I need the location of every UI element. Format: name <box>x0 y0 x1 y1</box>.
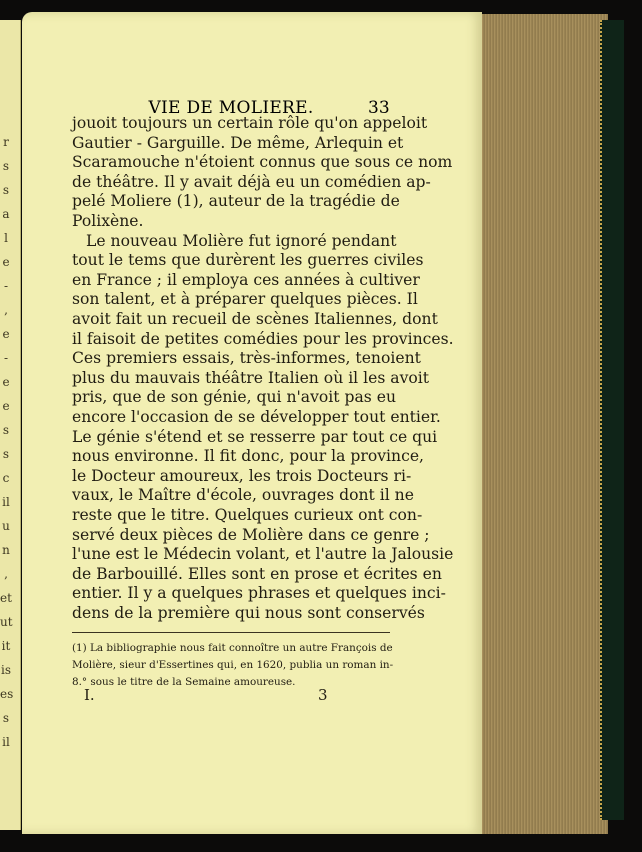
running-title: VIE DE MOLIERE. <box>148 98 314 118</box>
text-line: Scaramouche n'étoient connus que sous ce nom <box>72 153 453 172</box>
margin-fragment: s <box>2 159 10 173</box>
signature-mark: I. <box>84 686 95 704</box>
book-page <box>22 12 482 834</box>
text-line: encore l'occasion de se développer tout entier. <box>72 408 441 426</box>
margin-fragment: et <box>0 591 12 605</box>
text-line: Ces premiers essais, très-informes, tenoient <box>72 349 421 368</box>
text-line: l'une est le Médecin volant, et l'autre la Jalousie <box>72 545 454 564</box>
margin-fragment: e <box>2 327 10 341</box>
text-line: vaux, le Maître d'école, ouvrages dont il ne <box>72 486 414 505</box>
margin-fragment: es <box>0 687 14 701</box>
text-line: pris, que de son génie, qui n'avoit pas eu <box>72 388 397 407</box>
margin-fragment: a <box>2 207 10 221</box>
text-line: dens de la première qui nous sont conservés <box>72 604 425 622</box>
margin-fragment: , <box>4 303 8 317</box>
text-line: il faisoit de petites comédies pour les provinces. <box>72 329 454 348</box>
footnote-line: Molière, sieur d'Essertines qui, en 1620, publia un roman in- <box>72 659 394 671</box>
text-line: entier. Il y a quelques phrases et quelques inci- <box>72 584 446 603</box>
margin-fragment: e <box>2 399 10 413</box>
facing-page-edge <box>0 20 21 830</box>
footnote-line: (1) La bibliographie nous fait connoître un autre François de <box>72 642 393 654</box>
margin-fragment: - <box>3 279 9 293</box>
margin-fragment: e <box>2 255 10 269</box>
text-line: en France ; il employa ces années à cultiver <box>72 270 420 289</box>
text-line: pelé Moliere (1), auteur de la tragédie de <box>72 192 400 211</box>
text-line: Gautier - Garguille. De même, Arlequin et <box>72 133 404 152</box>
text-line: plus du mauvais théâtre Italien où il les avoit <box>72 368 430 387</box>
text-line: Le nouveau Molière fut ignoré pendant <box>86 231 397 250</box>
margin-fragment: s <box>2 711 10 725</box>
facing-page-fragments <box>0 130 12 754</box>
text-line: servé deux pièces de Molière dans ce genre ; <box>72 525 430 544</box>
book-cover-edge <box>600 20 624 820</box>
text-line: reste que le titre. Quelques curieux ont con- <box>72 506 423 524</box>
margin-fragment: e <box>2 375 10 389</box>
page-fore-edge <box>482 14 608 834</box>
margin-fragment: is <box>1 663 11 677</box>
text-line: tout le tems que durèrent les guerres civiles <box>72 251 424 270</box>
text-line: de Barbouillé. Elles sont en prose et écrites en <box>72 564 442 583</box>
text-line: avoit fait un recueil de scènes Italiennes, dont <box>72 310 438 328</box>
margin-fragment: ut <box>0 615 13 629</box>
text-line: Le génie s'étend et se resserre par tout ce qui <box>72 427 438 446</box>
margin-fragment: s <box>2 447 10 461</box>
text-line: jouoit toujours un certain rôle qu'on appeloit <box>72 114 428 132</box>
margin-fragment: - <box>3 351 9 365</box>
margin-fragment: il <box>2 735 10 749</box>
margin-fragment: r <box>3 135 9 149</box>
text-line: son talent, et à préparer quelques pièces. Il <box>72 290 418 309</box>
margin-fragment: c <box>2 471 10 485</box>
margin-fragment: n <box>2 543 10 557</box>
footnote-rule <box>72 632 390 633</box>
margin-fragment: s <box>2 183 10 197</box>
margin-fragment: s <box>2 423 10 437</box>
margin-fragment: , <box>4 567 8 581</box>
text-line: Polixène. <box>72 212 144 230</box>
page-number: 33 <box>368 98 390 118</box>
margin-fragment: u <box>2 519 10 533</box>
text-line: nous environne. Il fit donc, pour la province, <box>72 447 425 466</box>
margin-fragment: l <box>4 231 8 245</box>
text-line: de théâtre. Il y avait déjà eu un comédien ap- <box>72 172 431 191</box>
margin-fragment: il <box>2 495 10 509</box>
sheet-number: 3 <box>318 686 328 704</box>
footnote-line: 8.° sous le titre de la Semaine amoureuse. <box>72 676 296 688</box>
margin-fragment: it <box>1 639 11 653</box>
text-line: le Docteur amoureux, les trois Docteurs ri- <box>72 466 412 485</box>
